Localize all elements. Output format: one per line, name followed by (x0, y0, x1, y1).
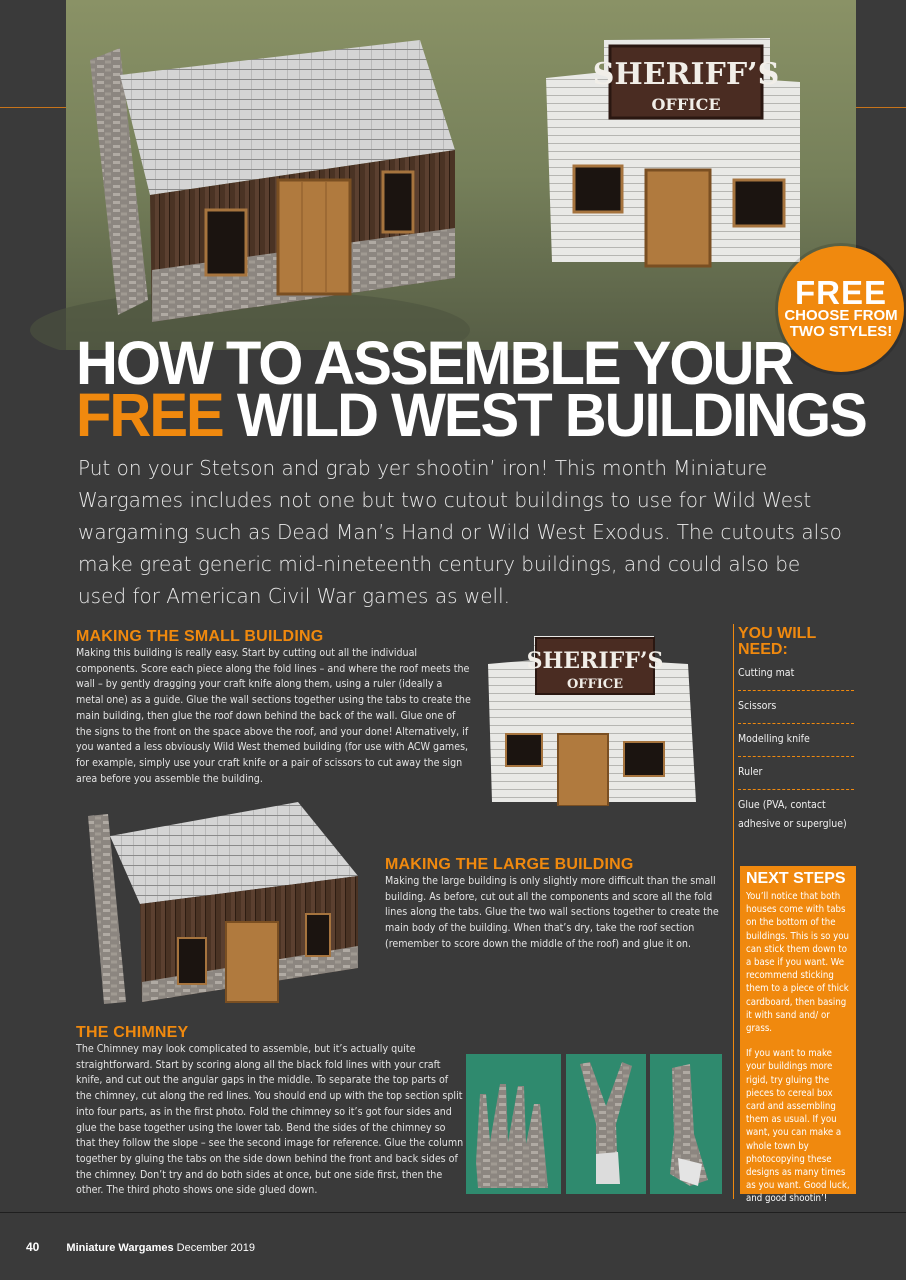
section-large-building (385, 856, 730, 953)
sign-line2: OFFICE (651, 95, 721, 114)
issue-date: December 2019 (176, 1242, 255, 1254)
needs-item: Glue (PVA, contact adhesive or superglue) (738, 799, 847, 830)
log-cabin-photo (86, 796, 362, 1006)
needs-item: Cutting mat (738, 662, 854, 691)
section-small-building (76, 628, 471, 787)
section-text-large: Making the large building is only slightly more difficult than the small building. As before, cut out all the components and score all the fold lines along the tabs. Glue the two wall sections together to create the main body of the building. When that’s dry, take the roof section (remember to score down the middle of the roof) and glue it on. (385, 875, 719, 950)
next-steps-paragraph-2: If you want to make your buildings more rigid, try gluing the pieces to cereal box card and assembling them as usual. If you want, you can make a whole town by photocopying these designs as many times as you want. Good luck, and good shootin’! (746, 1048, 850, 1205)
headline-line2 (76, 381, 876, 450)
chimney-photo-3 (650, 1054, 722, 1194)
sheriff-office-photo (482, 630, 712, 806)
badge-line2: TWO STYLES! (789, 323, 893, 340)
small-sign-line2: OFFICE (566, 677, 624, 692)
page-footer (26, 1240, 255, 1254)
headline-line2-rest: WILD WEST BUILDINGS (236, 381, 866, 450)
sign-line1: SHERIFF’S (592, 57, 780, 92)
needs-item: Scissors (738, 695, 854, 724)
section-chimney (76, 1024, 464, 1199)
section-title-small: MAKING THE SMALL BUILDING (76, 628, 324, 645)
chimney-photo-2 (566, 1054, 646, 1194)
intro-paragraph: Put on your Stetson and grab yer shootin’ iron! This month Miniature Wargames includes not one but two cutout buildings to use for Wild West wargaming such as Dead Man’s Hand or Wild West Exodus. The cutouts also make great generic mid-nineteenth century buildings, and could also be used for American Civil War games as well. (78, 456, 842, 608)
footer-rule (0, 1212, 906, 1213)
sidebar-divider (733, 624, 734, 1199)
section-text-chimney: The Chimney may look complicated to assemble, but it’s actually quite straightforward. Start by scoring along all the black fold lines with your craft knife, and cut out the angular gaps in the middle. To separate the top parts of the chimney, cut along the red lines. You should end up with the top section split into four parts, as in the first photo. Fold the chimney so it’s got four sides and glue the base together using the lower tab. Bend the sides of the chimney so that they follow the slope – see the second image for reference. Glue the column together by gluing the tabs on the side down behind the front and back sides of the chimney. Don’t try and do both sides at once, but one side first, then the other. The third photo shows one side glued down. (76, 1043, 464, 1197)
page-number: 40 (26, 1240, 40, 1254)
section-title-chimney: THE CHIMNEY (76, 1024, 189, 1041)
next-steps-paragraph-1: You’ll notice that both houses come with tabs on the bottom of the buildings. This is so you can stick them down to a base if you want. We recommend sticking them to a piece of thick cardboard, then basing it with sand and/ or grass. (746, 891, 849, 1035)
needs-item: Ruler (738, 761, 854, 790)
next-steps-box (740, 866, 856, 1205)
badge-line1: CHOOSE FROM (784, 307, 898, 324)
next-steps-title: NEXT STEPS (746, 870, 846, 887)
you-will-need-box (738, 626, 854, 845)
chimney-photo-1 (466, 1054, 561, 1194)
section-title-large: MAKING THE LARGE BUILDING (385, 856, 634, 873)
needs-list (738, 662, 854, 841)
badge-free: FREE (794, 274, 887, 311)
needs-item: Modelling knife (738, 728, 854, 757)
headline-free-word: FREE (76, 381, 223, 450)
needs-title-line1: YOU WILL (738, 625, 817, 642)
small-sign-line1: SHERIFF’S (526, 648, 664, 674)
section-text-small: Making this building is really easy. Start by cutting out all the individual components. Score each piece along the fold lines – and where the roof meets the wall – by gently dragging your craft knife along them, using a ruler (ideally a metal one) as a guide. Glue the wall sections together using the tabs to create the main building, then glue the roof down behind the back of the wall. Glue one of the signs to the front on the space above the roof, and your done! Alternatively, if you wanted a less obviously Wild West themed building (for use with ACW games, for example, simply use your craft knife or a pair of scissors to cut away the sign area before you assemble the building. (76, 647, 471, 785)
needs-title-line2: NEED: (738, 641, 788, 658)
headline-line1: HOW TO ASSEMBLE YOUR (76, 329, 793, 398)
magazine-name: Miniature Wargames (66, 1242, 174, 1254)
hero-photo (0, 0, 906, 350)
